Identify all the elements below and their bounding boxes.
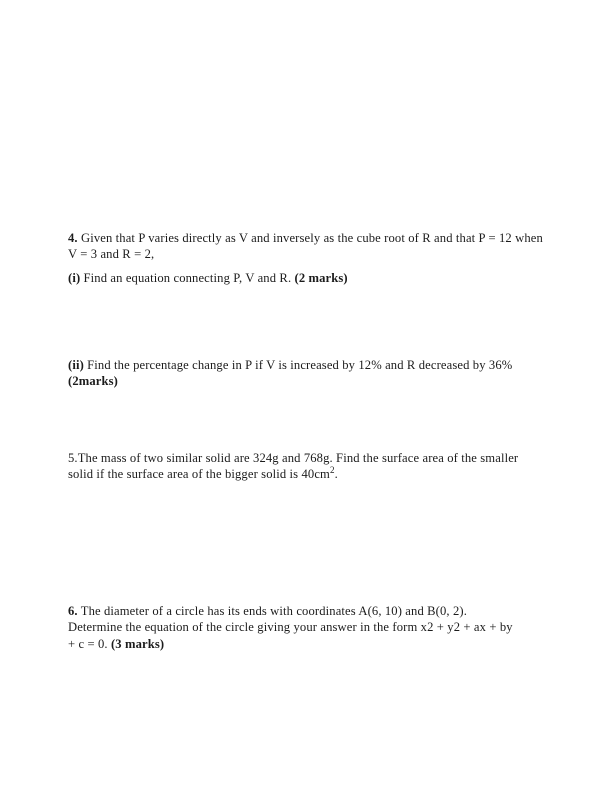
question-4-part-i-marks: (2 marks) [294, 271, 348, 285]
question-4-part-ii [68, 357, 550, 390]
question-4-part-ii-label: (ii) [68, 358, 84, 372]
question-4-part-i-text: Find an equation connecting P, V and R. [80, 271, 295, 285]
question-4-number: 4. [68, 231, 78, 245]
question-6-text: The diameter of a circle has its ends with coordinates A(6, 10) and B(0, 2). Determine the equation of the circle giving your answer in the form x2 + y2 + ax + by + c = 0. [68, 604, 513, 651]
question-4-part-i [68, 270, 545, 286]
question-4-stem [68, 230, 545, 263]
question-5-unit-superscript: 2 [329, 465, 335, 476]
question-6-marks: (3 marks) [110, 636, 165, 651]
question-4-part-i-label: (i) [68, 271, 81, 285]
question-5 [68, 450, 538, 483]
question-5-text-end: . [334, 467, 338, 482]
question-4-stem-text: Given that P varies directly as V and inversely as the cube root of R and that P = 12 when V = 3 and R = 2, [68, 231, 543, 262]
question-6 [68, 603, 520, 652]
question-6-number: 6. [68, 604, 78, 618]
question-5-text: The mass of two similar solid are 324g and 768g. Find the surface area of the smaller solid if the surface area of the bigger solid is 40cm [68, 451, 519, 482]
question-4-part-ii-marks: (2marks) [68, 374, 118, 389]
question-4-part-ii-text: Find the percentage change in P if V is increased by 12% and R decreased by 36% [83, 358, 513, 372]
question-5-number: 5. [68, 451, 78, 465]
